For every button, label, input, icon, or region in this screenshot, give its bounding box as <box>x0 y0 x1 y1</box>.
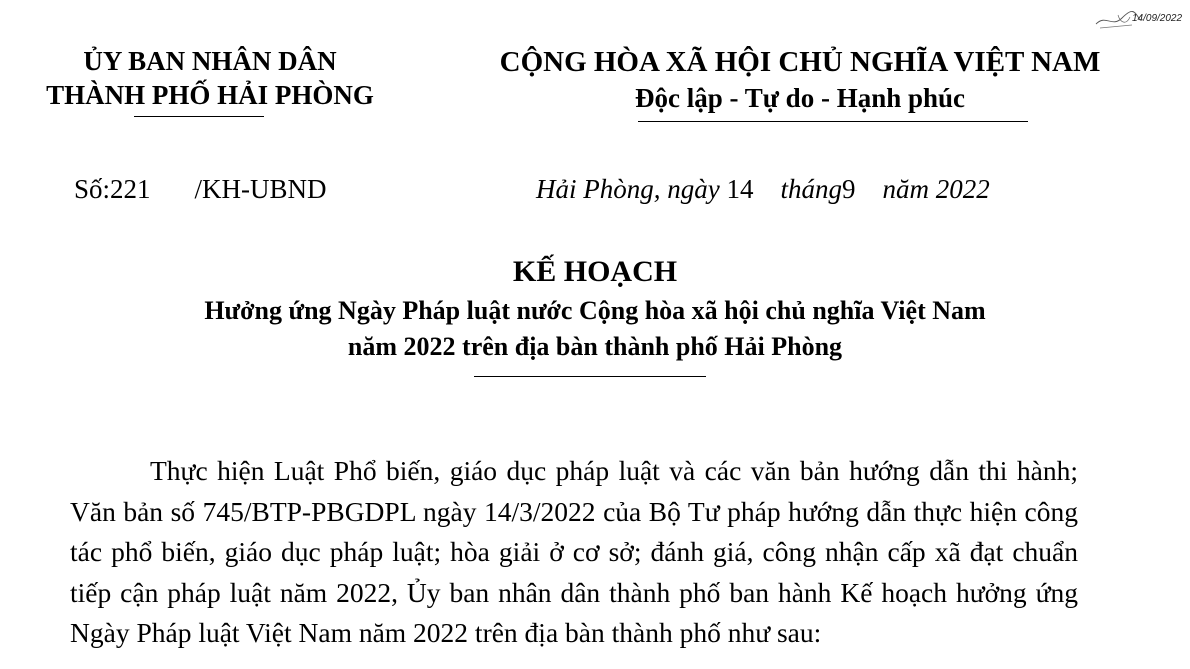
nation-motto: Độc lập - Tự do - Hạnh phúc <box>634 83 966 113</box>
date-place: Hải Phòng, ngày <box>536 174 720 204</box>
document-number <box>74 172 327 206</box>
date-month-label: tháng <box>780 174 842 204</box>
national-heading <box>440 44 1160 116</box>
date-year: năm 2022 <box>882 174 990 204</box>
org-underline <box>134 116 264 117</box>
subtitle-line-2: năm 2022 trên địa bàn thành phố Hải Phòng <box>347 332 843 361</box>
issuing-organization <box>10 44 410 112</box>
subtitle-line-1: Hưởng ứng Ngày Pháp luật nước Cộng hòa xã hội chủ nghĩa Việt Nam <box>204 296 986 325</box>
org-line-1: ỦY BAN NHÂN DÂN <box>83 46 337 76</box>
document-subtitle <box>0 293 1190 365</box>
org-line-2: THÀNH PHỐ HẢI PHÒNG <box>46 80 374 110</box>
document-number-suffix: /KH-UBND <box>194 174 327 204</box>
document-number-prefix: Số:221 <box>74 174 151 204</box>
body-paragraph: Thực hiện Luật Phổ biến, giáo dục pháp luật và các văn bản hướng dẫn thi hành; Văn bản số 745/BTP-PBGDPL ngày 14/3/2022 của Bộ Tư pháp hướng dẫn thực hiện công tác phổ biến, giáo dục pháp luật; hòa giải ở cơ sở; đánh giá, công nhận cấp xã đạt chuẩn tiếp cận pháp luật năm 2022, Ủy ban nhân dân thành phố ban hành Kế hoạch hưởng ứng Ngày Pháp luật Việt Nam năm 2022 trên địa bàn thành phố như sau: <box>70 455 1078 649</box>
document-date <box>536 172 990 206</box>
stamp-date: 14/09/2022 <box>1132 13 1183 24</box>
nation-title: CỘNG HÒA XÃ HỘI CHỦ NGHĨA VIỆT NAM <box>499 46 1101 78</box>
date-month: 9 <box>842 174 856 204</box>
date-day: 14 <box>726 174 754 204</box>
motto-underline <box>638 121 1028 122</box>
title-underline <box>474 376 706 377</box>
document-title: KẾ HOẠCH <box>512 255 678 288</box>
